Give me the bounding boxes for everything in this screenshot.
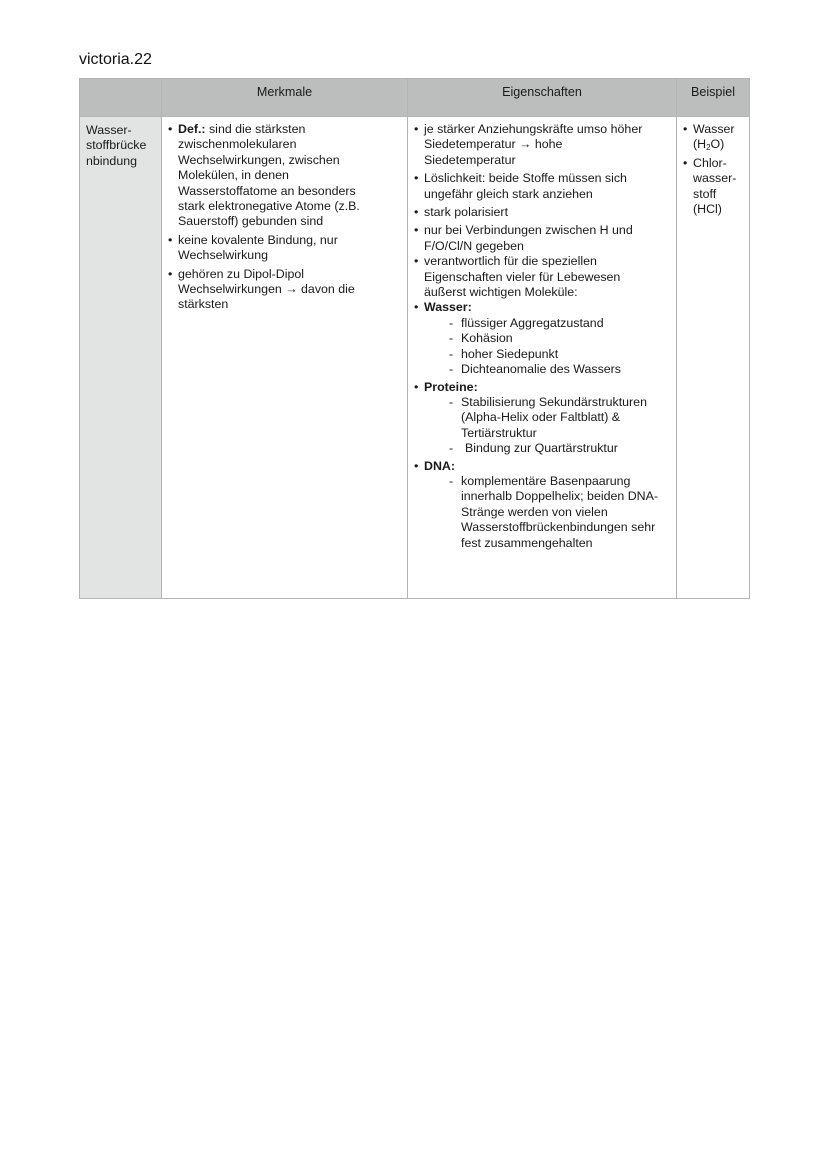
- example-formula: (HCl): [693, 202, 722, 217]
- header-merkmale: Merkmale: [162, 79, 408, 117]
- eigenschaften-list: [413, 122, 672, 551]
- merkmale-cell: [162, 117, 408, 599]
- header-beispiel: Beispiel: [677, 79, 750, 117]
- document-title: victoria.22: [79, 51, 152, 68]
- sub-item: - Bindung zur Quartärstruktur: [449, 441, 672, 456]
- list-item: [682, 122, 745, 153]
- sub-list: [424, 474, 672, 551]
- list-item: [682, 156, 745, 218]
- eigenschaft-text: verantwortlich für die speziellen Eigenschaften vieler für Lebewesen äußerst wichtigen Moleküle:: [424, 254, 621, 300]
- sub-list: [424, 316, 672, 378]
- group-label: Wasser:: [424, 300, 472, 315]
- bond-table: [79, 78, 750, 599]
- group-proteine: [413, 380, 672, 457]
- formula-part: (H: [693, 137, 707, 152]
- list-item: [413, 205, 672, 220]
- sub-item: - flüssiger Aggregatzustand: [449, 316, 672, 331]
- list-item: [167, 233, 403, 264]
- table-container: [79, 78, 749, 599]
- term-cell: [80, 117, 162, 599]
- definition-label: Def.:: [178, 122, 206, 136]
- header-term: [80, 79, 162, 117]
- eigenschaft-text: je stärker Anziehungskräfte umso höher Siedetemperatur → hohe Siedetemperatur: [424, 122, 643, 167]
- example-name: • Chlor- wasser- stoff: [693, 155, 737, 201]
- sub-item: - komplementäre Basenpaarung innerhalb Doppelhelix; beiden DNA- Stränge werden von vielen Wasserstoffbrückenbindungen sehr fest zusammengehalten: [449, 474, 672, 551]
- list-item: [167, 122, 403, 230]
- merkmal-text: keine kovalente Bindung, nur Wechselwirkung: [178, 232, 338, 263]
- table-row: [80, 117, 750, 599]
- beispiel-list: [682, 122, 745, 217]
- term-label: Wasser- stoffbrücke nbindung: [86, 123, 147, 168]
- list-item: [167, 267, 403, 313]
- group-wasser: [413, 300, 672, 377]
- eigenschaft-text: stark polarisiert: [424, 205, 509, 220]
- list-item: [413, 223, 672, 254]
- eigenschaft-text: nur bei Verbindungen zwischen H und F/O/Cl/N gegeben: [424, 223, 633, 253]
- formula-part: O): [710, 137, 725, 152]
- example-name: • Wasser: [693, 122, 735, 136]
- group-label: Proteine:: [424, 379, 478, 394]
- example-formula: [693, 137, 745, 152]
- list-item: [413, 254, 672, 300]
- beispiel-cell: [677, 117, 750, 599]
- merkmale-list: [167, 122, 403, 313]
- merkmal-text: gehören zu Dipol-Dipol Wechselwirkungen → davon die stärksten: [178, 266, 355, 312]
- group-label: DNA:: [424, 458, 455, 473]
- sub-list: [424, 395, 672, 457]
- eigenschaften-cell: [408, 117, 677, 599]
- sub-item: - Dichteanomalie des Wassers: [449, 362, 672, 377]
- formula-subscript: 2: [706, 143, 711, 153]
- sub-item: - Kohäsion: [449, 331, 672, 346]
- header-row: [80, 79, 750, 117]
- sub-item: - hoher Siedepunkt: [449, 347, 672, 362]
- sub-item: - Stabilisierung Sekundärstrukturen (Alpha-Helix oder Faltblatt) & Tertiärstruktur: [449, 395, 672, 441]
- group-dna: [413, 459, 672, 551]
- list-item: [413, 171, 672, 202]
- eigenschaft-text: Löslichkeit: beide Stoffe müssen sich ungefähr gleich stark anziehen: [424, 171, 627, 201]
- header-eigenschaften: Eigenschaften: [408, 79, 677, 117]
- definition-text: sind die stärksten zwischenmolekularen Wechselwirkungen, zwischen Molekülen, in denen Wasserstoffatome an besonders stark elektronegative Atome (z.B. Sauerstoff) gebunden sind: [178, 122, 360, 229]
- list-item: [413, 122, 672, 168]
